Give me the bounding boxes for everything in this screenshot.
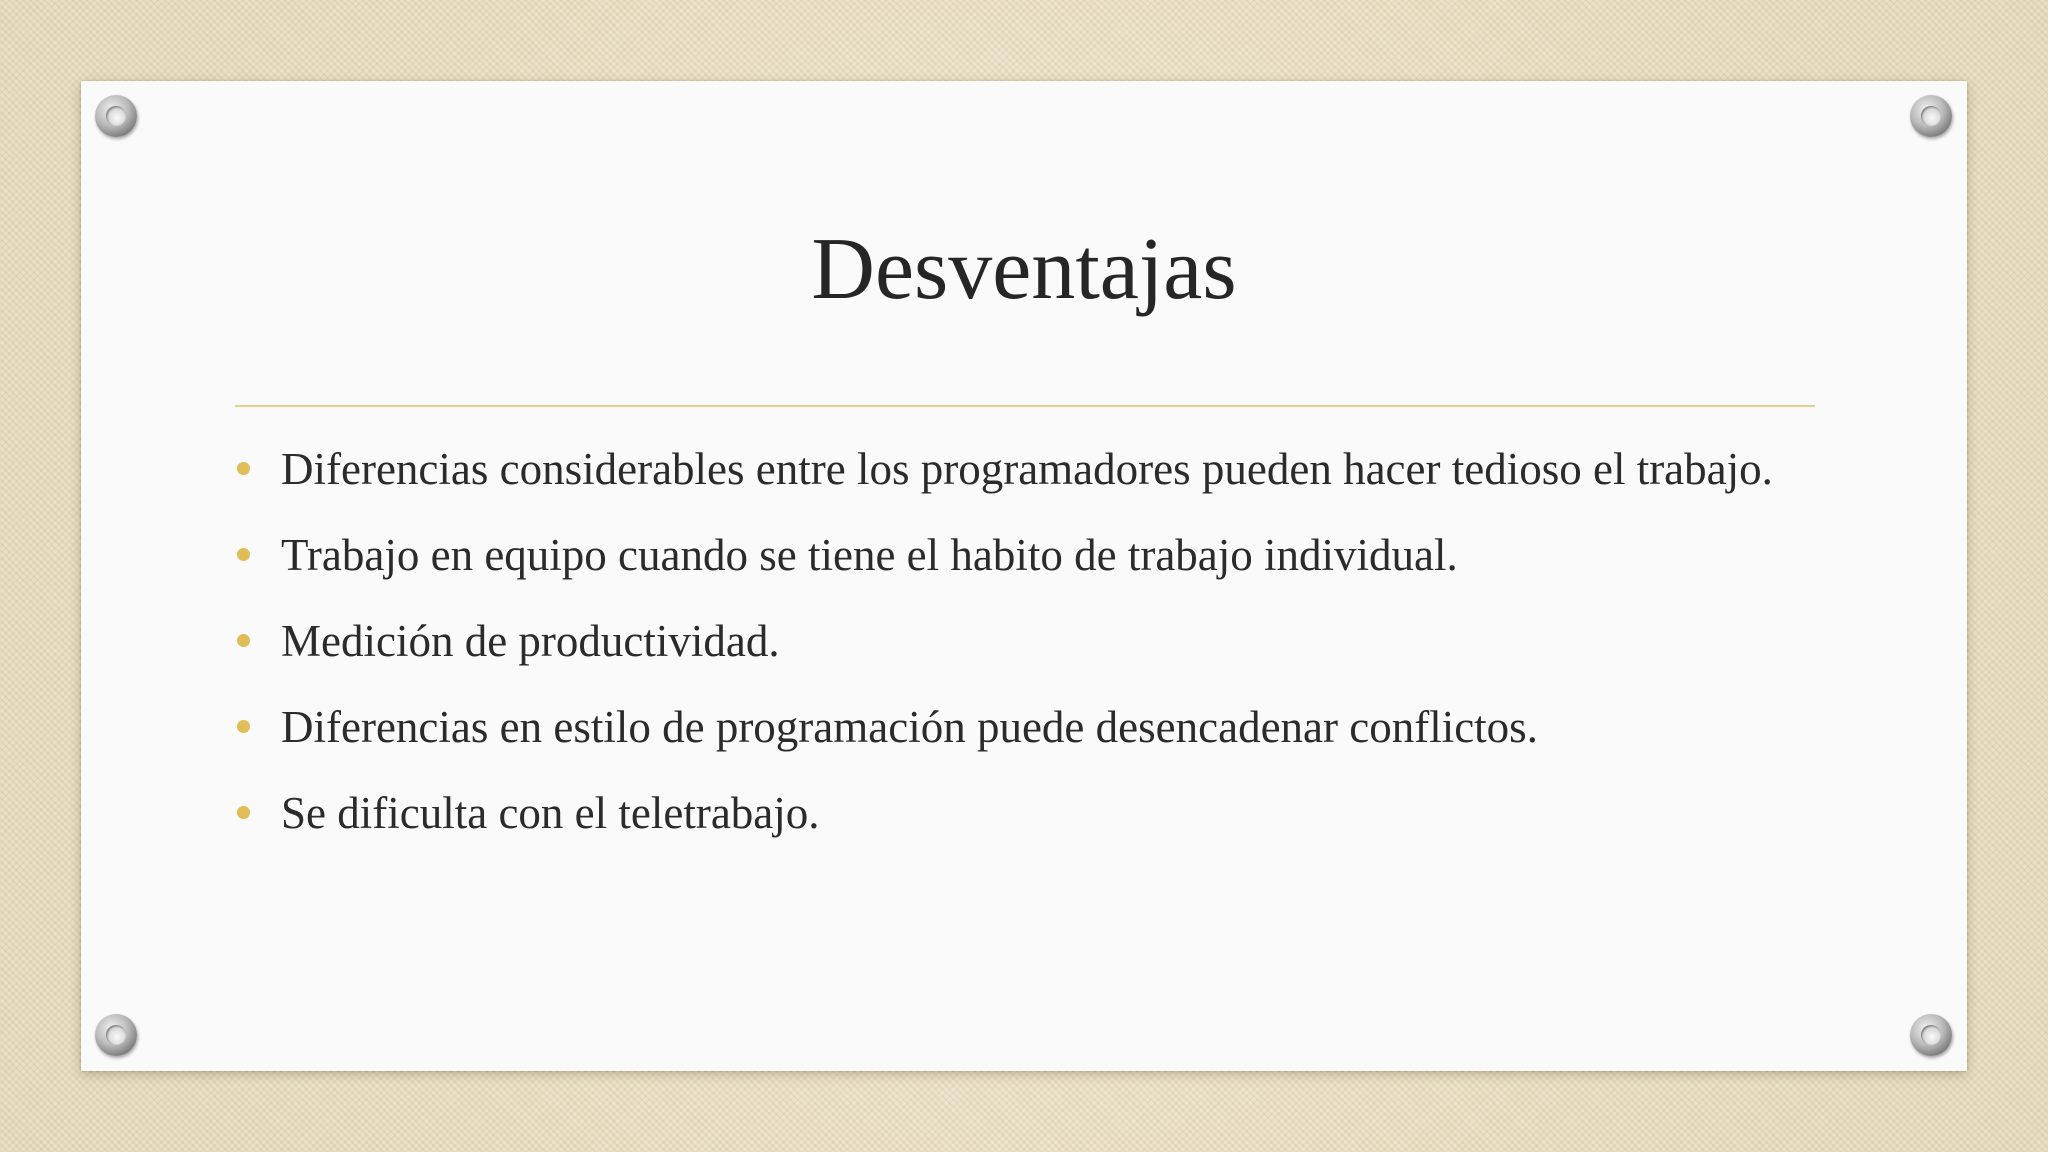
bullet-item: [235, 696, 1815, 758]
bullet-item: [235, 782, 1815, 844]
grommet-bottom-left-icon: [95, 1014, 137, 1056]
bullet-text: Diferencias considerables entre los programadores pueden hacer tedioso el trabajo.: [281, 444, 1773, 494]
bullet-text: Diferencias en estilo de programación puede desencadenar conflictos.: [281, 702, 1538, 752]
bullet-dot-icon: [237, 462, 250, 475]
grommet-top-left-icon: [95, 95, 137, 137]
slide-title: Desventajas: [811, 221, 1237, 318]
bullet-list: [235, 438, 1815, 868]
bullet-item: [235, 610, 1815, 672]
bullet-item: [235, 438, 1815, 500]
bullet-text: Medición de productividad.: [281, 616, 780, 666]
bullet-dot-icon: [237, 720, 250, 733]
bullet-text: Trabajo en equipo cuando se tiene el habito de trabajo individual.: [281, 530, 1458, 580]
title-divider: [235, 405, 1815, 407]
bullet-text: Se dificulta con el teletrabajo.: [281, 788, 820, 838]
bullet-dot-icon: [237, 548, 250, 561]
bullet-dot-icon: [237, 806, 250, 819]
grommet-top-right-icon: [1910, 95, 1952, 137]
bullet-item: [235, 524, 1815, 586]
grommet-bottom-right-icon: [1910, 1014, 1952, 1056]
bullet-dot-icon: [237, 634, 250, 647]
